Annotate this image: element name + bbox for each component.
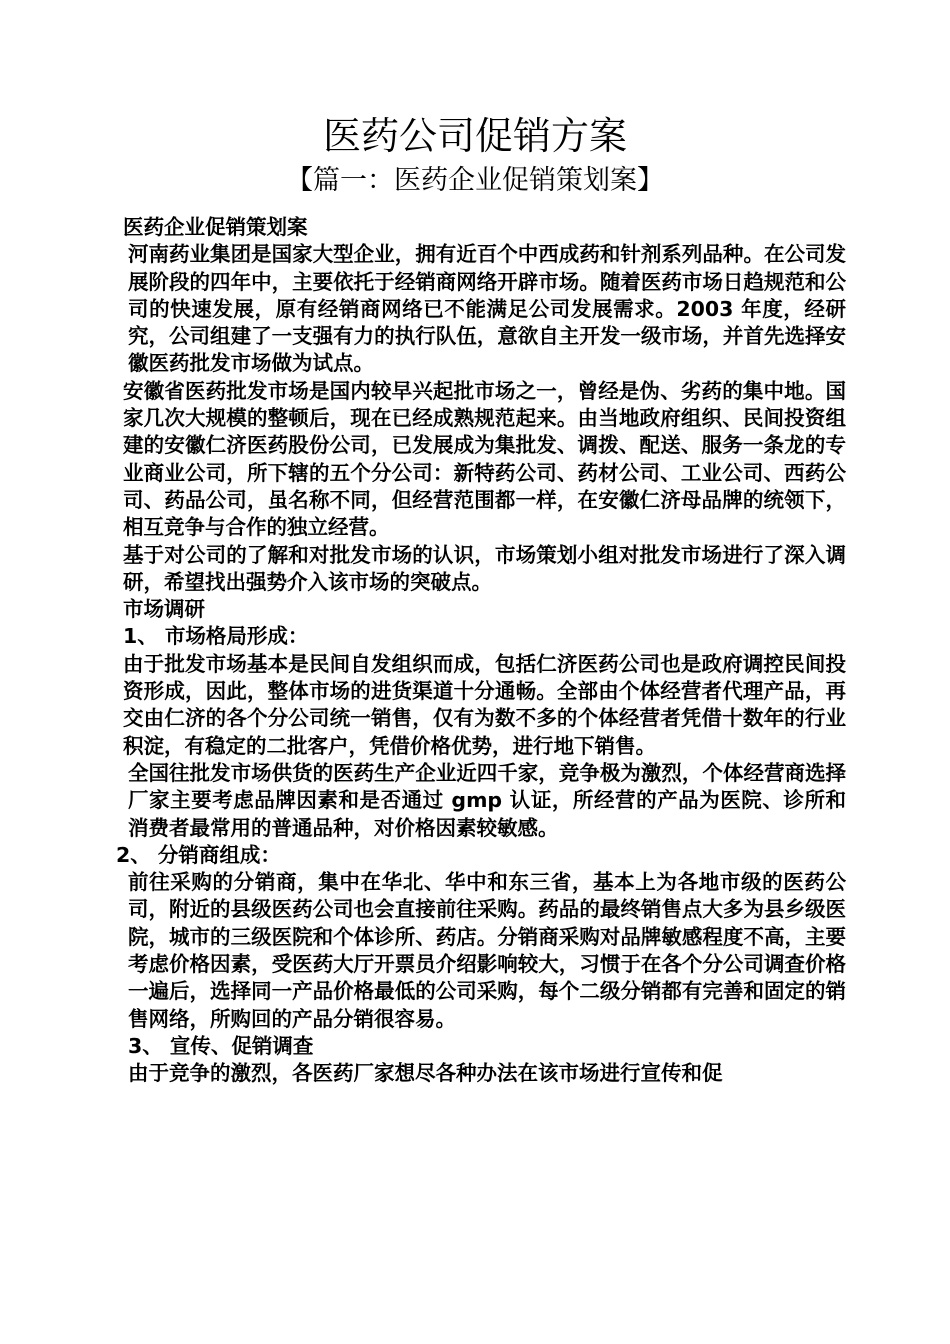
paragraph: 前往采购的分销商，集中在华北、华中和东三省，基本上为各地市级的医药公司，附近的县级医药公司也会直接前往采购。药品的最终销售点大多为县乡级医院，城市的三级医院和个体诊所、药店。分销商采购对品牌敏感程度不高，主要考虑价格因素，受医药大厅开票员介绍影响较大，习惯于在各个分公司调查价格一遍后，选择同一产品价格最低的公司采购，每个二级分销都有完善和固定的销售网络，所购回的产品分销很容易。 — [128, 870, 846, 1031]
section-heading: 医药企业促销策划案 — [123, 215, 308, 239]
paragraph: 由于竞争的激烈，各医药厂家想尽各种办法在该市场进行宣传和促 — [128, 1061, 723, 1086]
section-heading: 市场调研 — [123, 597, 205, 622]
paragraph: 全国往批发市场供货的医药生产企业近四千家，竞争极为激烈，个体经营商选择厂家主要考虑品牌因素和是否通过 gmp 认证，所经营的产品为医院、诊所和消费者最常用的普通品种，对价格因素较敏感。 — [128, 760, 846, 840]
subsection-heading: 2、 分销商组成： — [116, 842, 281, 867]
paragraph: 安徽省医药批发市场是国内较早兴起批市场之一，曾经是伪、劣药的集中地。国家几次大规模的整顿后，现在已经成熟规范起来。由当地政府组织、民间投资组建的安徽仁济医药股份公司，已发展成为集批发、调拨、配送、服务一条龙的专业商业公司，所下辖的五个分公司：新特药公司、药材公司、工业公司、西药公司、药品公司，虽名称不同，但经营范围都一样，在安徽仁济母品牌的统领下，相互竞争与合作的独立经营。 — [123, 378, 846, 540]
paragraph: 河南药业集团是国家大型企业，拥有近百个中西成药和针剂系列品种。在公司发展阶段的四年中，主要依托于经销商网络开辟市场。随着医药市场日趋规范和公司的快速发展，原有经销商网络已不能满足公司发展需求。2003 年度，经研究，公司组建了一支强有力的执行队伍，意欲自主开发一级市场，并首先选择安徽医药批发市场做为试点。 — [128, 242, 846, 376]
document-body — [116, 214, 846, 1088]
paragraph: 基于对公司的了解和对批发市场的认识，市场策划小组对批发市场进行了深入调研，希望找出强势介入该市场的突破点。 — [123, 542, 846, 594]
document-subtitle: 【篇一：医药企业促销策划案】 — [286, 165, 664, 196]
document-title: 医药公司促销方案 — [322, 114, 627, 158]
subsection-heading: 3、 宣传、促销调查 — [128, 1033, 314, 1058]
paragraph: 由于批发市场基本是民间自发组织而成，包括仁济医药公司也是政府调控民间投资形成，因此，整体市场的进货渠道十分通畅。全部由个体经营者代理产品，再交由仁济的各个分公司统一销售，仅有为数不多的个体经营者凭借十数年的行业积淀，有稳定的二批客户，凭借价格优势，进行地下销售。 — [123, 651, 846, 758]
subsection-heading: 1、 市场格局形成： — [123, 624, 309, 649]
